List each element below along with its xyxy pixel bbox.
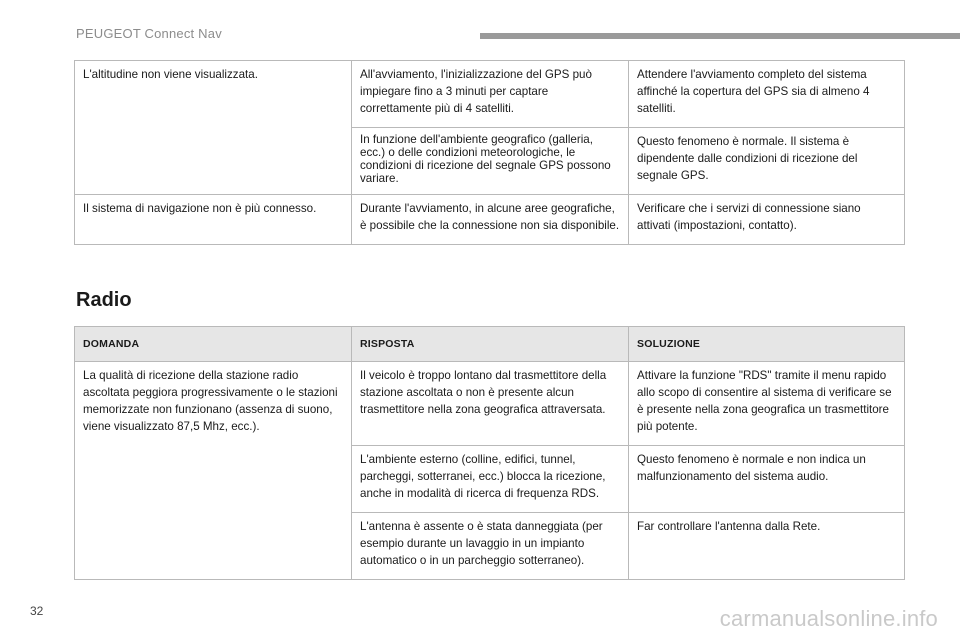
table-cell-solution: Verificare che i servizi di connessione siano attivati (impostazioni, contatto).: [629, 195, 905, 245]
page-number: 32: [30, 604, 44, 618]
table-cell-question: Il sistema di navigazione non è più connesso.: [75, 195, 352, 245]
table-cell-answer: In funzione dell'ambiente geografico (galleria, ecc.) o delle condizioni meteorologiche, le condizioni di ricezione del segnale GPS possono variare.: [352, 128, 629, 195]
header-title: PEUGEOT Connect Nav: [76, 26, 222, 41]
table-cell-question: L'altitudine non viene visualizzata.: [75, 61, 352, 195]
section-title: Radio: [76, 289, 132, 311]
table-row: [75, 61, 905, 128]
table-cell-answer: All'avviamento, l'inizializzazione del GPS può impiegare fino a 3 minuti per captare correttamente più di 4 satelliti.: [352, 61, 629, 128]
watermark: carmanualsonline.info: [719, 606, 938, 631]
gps-troubleshooting-table: [74, 60, 905, 245]
header-bar: [480, 33, 960, 39]
header-solution: SOLUZIONE: [629, 327, 905, 362]
table-header-row: [75, 327, 905, 362]
table-row: [75, 362, 905, 446]
table-cell-solution: Attivare la funzione "RDS" tramite il menu rapido allo scopo di consentire al sistema di verificare se è presente nella zona geografica un trasmettitore più potente.: [629, 362, 905, 446]
table-row: [75, 195, 905, 245]
header-answer: RISPOSTA: [352, 327, 629, 362]
table-cell-answer: L'ambiente esterno (colline, edifici, tunnel, parcheggi, sotterranei, ecc.) blocca la ricezione, anche in modalità di ricerca di frequenza RDS.: [352, 446, 629, 513]
table-cell-solution: Questo fenomeno è normale e non indica un malfunzionamento del sistema audio.: [629, 446, 905, 513]
table-cell-answer: Il veicolo è troppo lontano dal trasmettitore della stazione ascoltata o non è presente alcun trasmettitore nella zona geografica attraversata.: [352, 362, 629, 446]
radio-troubleshooting-table: [74, 326, 905, 580]
table-cell-answer: Durante l'avviamento, in alcune aree geografiche, è possibile che la connessione non sia disponibile.: [352, 195, 629, 245]
table-cell-solution: Attendere l'avviamento completo del sistema affinché la copertura del GPS sia di almeno 4 satelliti.: [629, 61, 905, 128]
table-cell-solution: Far controllare l'antenna dalla Rete.: [629, 513, 905, 580]
table-cell-question: La qualità di ricezione della stazione radio ascoltata peggiora progressivamente o le stazioni memorizzate non funzionano (assenza di suono, viene visualizzato 87,5 Mhz, ecc.).: [75, 362, 352, 580]
header-question: DOMANDA: [75, 327, 352, 362]
table-cell-answer: L'antenna è assente o è stata danneggiata (per esempio durante un lavaggio in un impianto automatico o in un parcheggio sotterraneo).: [352, 513, 629, 580]
table-cell-solution: Questo fenomeno è normale. Il sistema è dipendente dalle condizioni di ricezione del segnale GPS.: [629, 128, 905, 195]
